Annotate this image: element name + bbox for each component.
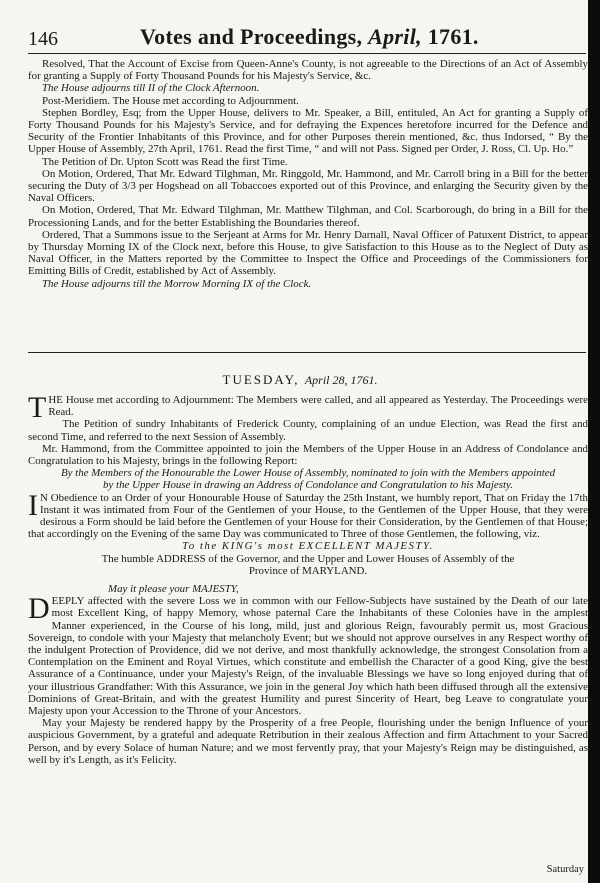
paragraph-frederick-petition: The Petition of sundry Inhabitants of Frederick County, complaining of an undue Election, was Read the first and second Time, and referred to the next Session of Assembly. — [28, 418, 588, 443]
paragraph-opening: THE House met according to Adjournment: The Members were called, and all appeared as Yesterday. The Proceedings were Read. — [28, 391, 588, 424]
paragraph-address-body: DEEPLY affected with the severe Loss we in common with our Fellow-Subjects have sustained by the Death of our late most Excellent King, of happy Memory, whose paternal Care the Inhabitants of these Colonies have in the amplest Manner experienced, in the Course of his long, mild, just and glorious Reign, favourably permit us, most Gracious Sovereign, to condole with your Majesty that melancholy Event; but we should not approve ourselves in any Respect worthy of the indulgent Protection of Providence, did we not derive, and most thankfully acknowledge, the strongest Consolation from a Contemplation on the Eminent and Royal Virtues, which constitute and embellish the Character of a good King, give the best Assurance of a Continuance, under your Majesty's Reign, of the invaluable Blessings we have so long enjoyed during that of your illustrious Grandfather: With this Assurance, we join in the general Joy which hath been diffused through all the extensive Dominions of Great-Britain, and with the greatest Humility and purest Sincerity of Heart, beg Leave to congratulate your Majesty upon your Accession to the Throne of your Ancestors. — [28, 592, 588, 718]
paragraph-processioning-bill: On Motion, Ordered, That Mr. Edward Tilghman, Mr. Matthew Tilghman, and Col. Scarborough, do bring in a Bill for the Processioning Lands, and for the better Establishing the Boundaries thereof. — [28, 204, 588, 229]
tuesday-proceedings — [28, 391, 588, 766]
day-heading: TUESDAY, April 28, 1761. — [222, 372, 378, 387]
paragraph-tobacco-bill: On Motion, Ordered, That Mr. Edward Tilghman, Mr. Ringgold, Mr. Hammond, and Mr. Carroll bring in a Bill for the better securing the Duty of 3/3 per Hogshead on all Tobaccoes exported out of this Province, and enlarging the Security given by the Naval Officers. — [28, 167, 588, 205]
paragraph-post-meridiem: Post-Meridiem. The House met according to Adjournment. — [42, 94, 299, 107]
paragraph-hammond-report: Mr. Hammond, from the Committee appointed to join the Members of the Upper House in an Address of Condolance and Congratulation to his Majesty, brings in the following Report: — [28, 442, 588, 468]
scan-edge-shadow — [588, 0, 600, 883]
paragraph-resolved: Resolved, That the Account of Excise from Queen-Anne's County, is not agreeable to the Directions of an Act of Assembly for granting a Supply of Forty Thousand Pounds for his Majesty's Service, &c. — [28, 58, 588, 83]
paragraph-bordley-bill: Stephen Bordley, Esq; from the Upper House, delivers to Mr. Speaker, a Bill, entituled, An Act for granting a Supply of Forty Thousand Pounds for his Majesty's Service, and for defraying the Expences heretofore incurred for the Defence and Security of the Frontier Inhabitants of this Province, and for other Purposes therein mentioned, &c. thus Indorsed, “ By the Upper House of Assembly, 27th April, 1761. Read the first Time, “ and will not Pass. Signed per Order, J. Ross, Cl. Up. Ho.” — [28, 106, 588, 156]
header-rule — [28, 53, 586, 54]
monday-proceedings — [28, 58, 588, 290]
section-rule — [28, 352, 586, 353]
paragraph-adjourn-afternoon: The House adjourns till II of the Clock Afternoon. — [42, 82, 260, 95]
page-header — [28, 22, 586, 52]
catchword: Saturday — [546, 864, 584, 875]
paragraph-adjourn-morrow: The House adjourns till the Morrow Morning IX of the Clock. — [42, 277, 312, 290]
address-title-line-2: Province of MARYLAND. — [248, 564, 368, 577]
page-title: Votes and Proceedings, April, 1761. — [140, 24, 479, 49]
drop-initial: T — [28, 391, 47, 424]
paragraph-darnall-summons: Ordered, That a Summons issue to the Serjeant at Arms for Mr. Henry Darnall, Naval Officer of Patuxent District, to appear by Thursday Morning IX of the Clock next, before this House, to give Satisfaction to this House as to the Neglect of Duty as Naval Officer, in the Matters reported by the Committee to Inspect the Office and Proceedings of the Commissioners for Emitting Bills of Credit, established by Act of Assembly. — [28, 228, 588, 278]
address-title-line-1: The humble ADDRESS of the Governor, and the Upper and Lower Houses of Assembly of the — [101, 552, 515, 565]
paragraph-obedience: I N Obedience to an Order of your Honourable House of Saturday the 25th Instant, we humbly report, That on Friday the 17th Instant it was intimated from Four of the Gentlemen of your House, to the Gentlemen of the Upper House, that they were desirous a Form should be laid before the Gentlemen of your House for their Consideration, by the Gentlemen of that House; that accordingly on the Evening of the same Day was communicated to Three of those Gentlemen, the following, viz. — [28, 488, 588, 541]
report-heading-line-1: By the Members of the Honourable the Lower House of Assembly, nominated to join with the Members appointed — [60, 467, 556, 480]
address-dedication: To the KING's most EXCELLENT MAJESTY. — [182, 540, 434, 553]
page-number: 146 — [28, 28, 58, 50]
paragraph-scott-petition: The Petition of Dr. Upton Scott was Read the first Time. — [42, 155, 288, 168]
address-salutation: May it please your MAJESTY, — [108, 583, 239, 596]
report-heading-line-2: by the Upper House in drawing an Address of Condolance and Congratulation to his Majesty. — [103, 479, 513, 492]
drop-initial: I — [28, 488, 38, 522]
drop-initial: D — [28, 592, 50, 626]
paragraph-closing-prayer: May your Majesty be rendered happy by the Prosperity of a free People, flourishing under the benign Influence of your auspicious Government, by a grateful and adequate Retribution in their zealous Affection and firm Attachment to your Sacred Person, and by every Solace of human Nature; and we most fervently pray, that your Majesty's Reign may be distinguished, as well by it's Length, as it's Felicity. — [28, 717, 588, 766]
